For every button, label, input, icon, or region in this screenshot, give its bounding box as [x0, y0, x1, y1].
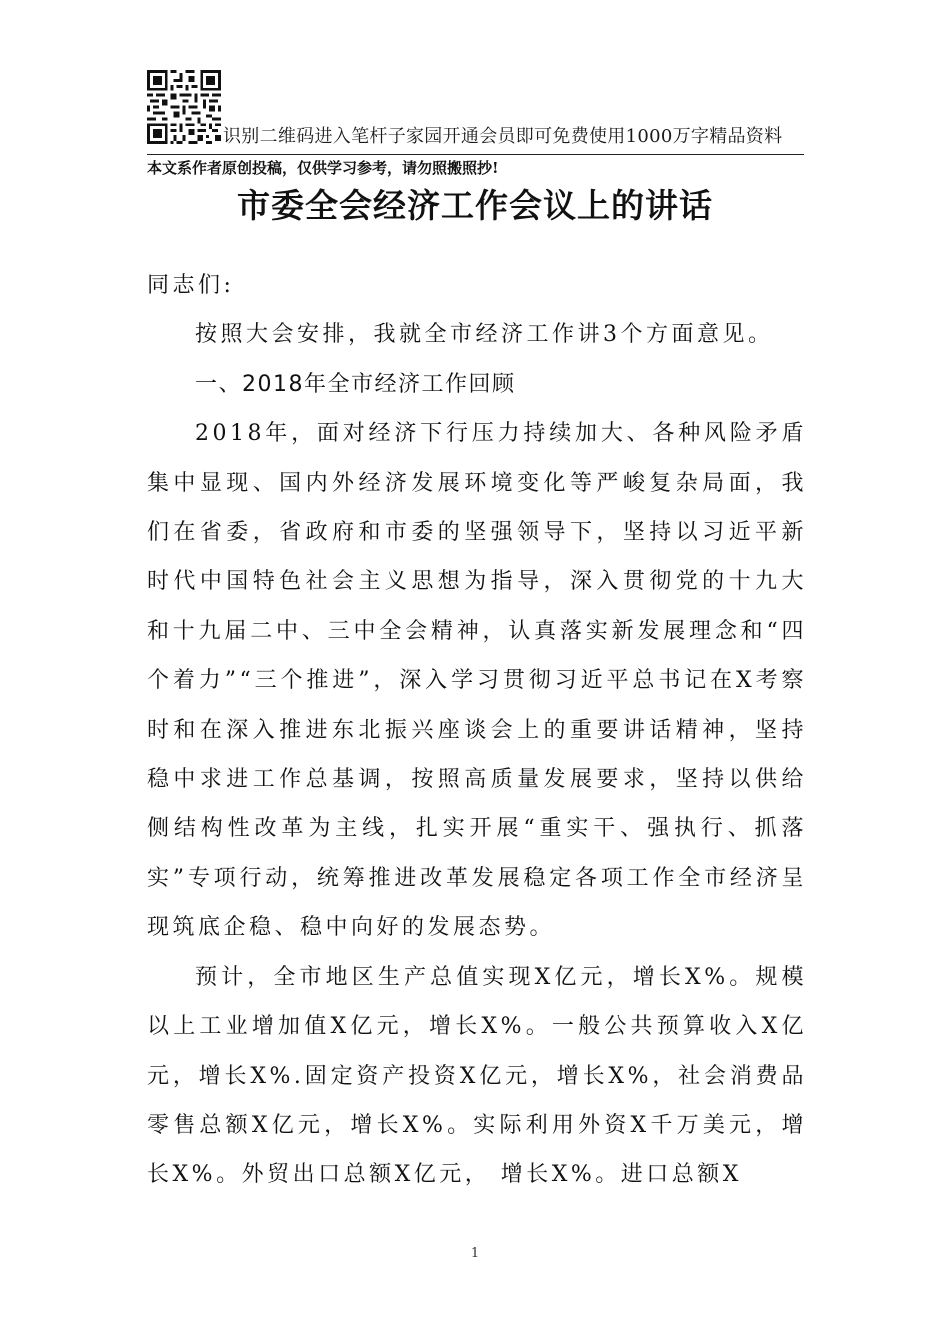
section-heading: 一、2018年全市经济工作回顾: [195, 371, 516, 397]
page-number: 1: [470, 1246, 480, 1261]
document-title: 市委全会经济工作会议上的讲话: [237, 186, 713, 225]
body-paragraph-1: 2018年，面对经济下行压力持续加大、各种风险矛盾集中显现、国内外经济发展环境变化等严峻复杂局面，我们在省委，省政府和市委的坚强领导下，坚持以习近平新时代中国特色社会主义思想为指导，深入贯彻党的十九大和十九届二中、三中全会精神，认真落实新发展理念和“四个着力”“三个推进”，深入学习贯彻习近平总书记在X考察时和在深入推进东北振兴座谈会上的重要讲话精神，坚持稳中求进工作总基调，按照高质量发展要求，坚持以供给侧结构性改革为主线，扎实开展“重实干、强执行、抓落实”专项行动，统筹推进改革发展稳定各项工作全市经济呈现筑底企稳、稳中向好的发展态势。: [147, 421, 807, 941]
document-body: [147, 261, 807, 1200]
intro-paragraph: 按照大会安排，我就全市经济工作讲3个方面意见。: [195, 322, 774, 348]
body-paragraph-2: 预计，全市地区生产总值实现X亿元，增长X%。规模以上工业增加值X亿元，增长X%。一般公共预算收入X亿元，增长X%.固定资产投资X亿元，增长X%，社会消费品零售总额X亿元，增长X%。实际利用外资X千万美元，增长X%。外贸出口总额X亿元， 增长X%。进口总额X: [147, 964, 807, 1188]
copyright-notice: 本文系作者原创投稿，仅供学习参考，请勿照搬照抄!: [147, 159, 499, 177]
qr-code-icon: [147, 70, 221, 144]
banner-text: 识别二维码进入笔杆子家园开通会员即可免费使用1000万字精品资料: [223, 126, 783, 147]
salutation: 同志们:: [147, 273, 235, 298]
header-rule: [147, 154, 804, 155]
